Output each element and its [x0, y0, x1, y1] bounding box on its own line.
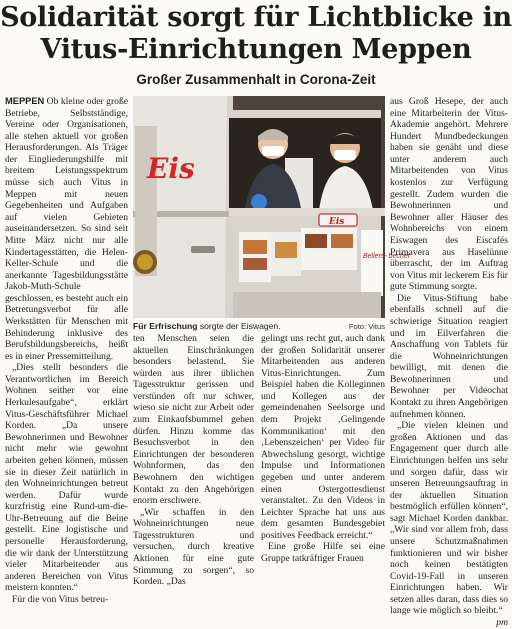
article-column-2	[133, 333, 254, 588]
headline-line-1: Solidarität sorgt für Lichtblicke in	[0, 2, 512, 33]
caption-text: sorgte der Eiswagen.	[197, 321, 281, 331]
svg-text:Eis: Eis	[329, 217, 345, 227]
photo-credit: Foto: Vitus	[348, 322, 385, 331]
paragraph: „Wir schaffen in den Wohneinrichtungen neue Tagesstrukturen und versuchen, durch kreative Aktionen für eine gute Stimmung zu sorgen“, so Korden. „Das	[133, 506, 254, 588]
paragraph: ten Menschen seien die aktuellen Einschränkungen besonders belastend. Sie würden aus ihrer üblichen Tagesstruktur gerissen und verstünden oft nur schwer, wieso sie nicht zur Arbeit oder zum Einkaufsbummel gehen dürfen. Hinzu komme das Besuchsverbot in den Einrichtungen der besonderen Wohnformen, das den Bewohnern den wichtigen Kontakt zu den Angehörigen enorm erschwere.	[133, 333, 254, 507]
ice-cream-truck-photo	[133, 96, 411, 318]
eis-sign-text: Eis	[147, 152, 195, 185]
article-column-4	[390, 96, 508, 629]
photo-caption	[133, 321, 385, 332]
paragraph-text: „Die vielen kleinen und großen Aktionen und das Engagement quer durch alle Einrichtungen helfen uns sehr und sorgen dafür, dass wir unseren Betreuungsauftrag in der aktuellen Situation bestmöglich erfüllen können“, sagt Michael Korden dankbar. „Wir sind vor allem froh, dass unsere Schutzmaßnahmen funktionieren und wir bisher noch keinen bestätigten Covid-19-Fall in unseren Einrichtungen haben. Wir setzen alles daran, dass dies so lange wie möglich so bleibt.“	[390, 420, 508, 617]
article-column-3	[261, 333, 385, 568]
paragraph: Eine große Hilfe sei eine Gruppe tatkräftiger Frauen	[261, 541, 385, 564]
menu-sign-text: Bellers- becher	[363, 253, 411, 260]
subheadline: Großer Zusammenhalt in Corona-Zeit	[136, 72, 376, 87]
paragraph-text: Ob kleine oder große Betriebe, Selbstständige, Vereine oder Organisationen, alle stehen aktuell vor großen Herausforderungen. Als Träger der Eingliederungshilfe mit breitem Leistungsspektrum müsse sich auch Vitus in Meppen mit neuen Gegebenheiten und Aufgaben auf vielen Gebieten auseinandersetzen. So sind seit Mitte März nicht nur alle Kindertagesstätten, die Helen-Keller-Schule und die anerkannte Tagesbildungsstätte Jakob-Muth-Schule geschlossen, es besteht auch ein Betretungsverbot für alle Werkstätten für Menschen mit Behinderung inklusive des Berufsbildungsbereichs, heißt es in einer Pressemitteilung.	[5, 96, 128, 362]
dateline: MEPPEN	[5, 96, 45, 106]
author-signature: pm	[496, 617, 508, 629]
paragraph: aus Groß Hesepe, der auch eine Mitarbeiterin der Vitus-Akademie angehört. Mehrere Hundert Mundbedeckungen haben sie genäht und diese unter anderem auch Mitarbeitenden von Vitus kostenlos zur Verfügung gestellt. Zudem wurden die Bewohnerinnen und Bewohner aller Häuser des Wohnbereichs von einem Eiswagen des Eiscafés Primavera aus Haselünne überrascht, der im Auftrag von Vitus mit leckerem Eis für gute Stimmung sorgte.	[390, 96, 508, 293]
headline-line-2: Vitus-Einrichtungen Meppen	[40, 34, 472, 65]
paragraph: Für die von Vitus betreu-	[12, 593, 109, 605]
paragraph	[390, 420, 508, 629]
article-column-1	[5, 96, 128, 605]
paragraph: Die Vitus-Stiftung habe ebenfalls schnell auf die schwierige Situation reagiert und im Eilverfahren die Anschaffung von Tablets für die Wohneinrichtungen bewilligt, mit denen die Bewohnerinnen und Bewohner per Videochat Kontakt zu ihren Angehörigen aufnehmen können.	[390, 292, 508, 420]
paragraph	[5, 96, 128, 362]
paragraph: gelingt uns recht gut, auch dank der großen Solidarität unserer Mitarbeitenden aus anderen Vitus-Einrichtungen. Zum Beispiel haben die Kolleginnen und Kollegen aus der gemeindenahen Seelsorge und dem Projekt ‚Gelingende Kommunikation‘ mit den ‚Lebenszeichen‘ per Video für Abwechslung gesorgt, wichtige Impulse und Informationen gegeben und unter anderem einen Ostergottesdienst veranstaltet. Zu den Videos in Leichter Sprache hat uns aus dem gesamten Bundesgebiet positives Feedback erreicht.“	[261, 333, 385, 541]
caption-lead: Für Erfrischung	[133, 321, 198, 331]
paragraph: „Dies stellt besonders die Verantwortlichen im Bereich Wohnen seither vor eine Herkulesaufgabe“, erklärt Vitus-Geschäftsführer Michael Korden. „Da unsere Bewohnerinnen und Bewohner nicht mehr wie gewohnt arbeiten gehen können, müssen sie in dieser Zeit natürlich in den Wohneinrichtungen betreut werden. Dafür wurde kurzfristig eine Rund-um-die-Uhr-Betreuung auf die Beine gestellt. Eine logistische und personelle Herausforderung, die wir dank der Unterstützung vieler Mitarbeitender aus anderen Bereichen von Vitus meistern konnten.“	[5, 362, 128, 594]
